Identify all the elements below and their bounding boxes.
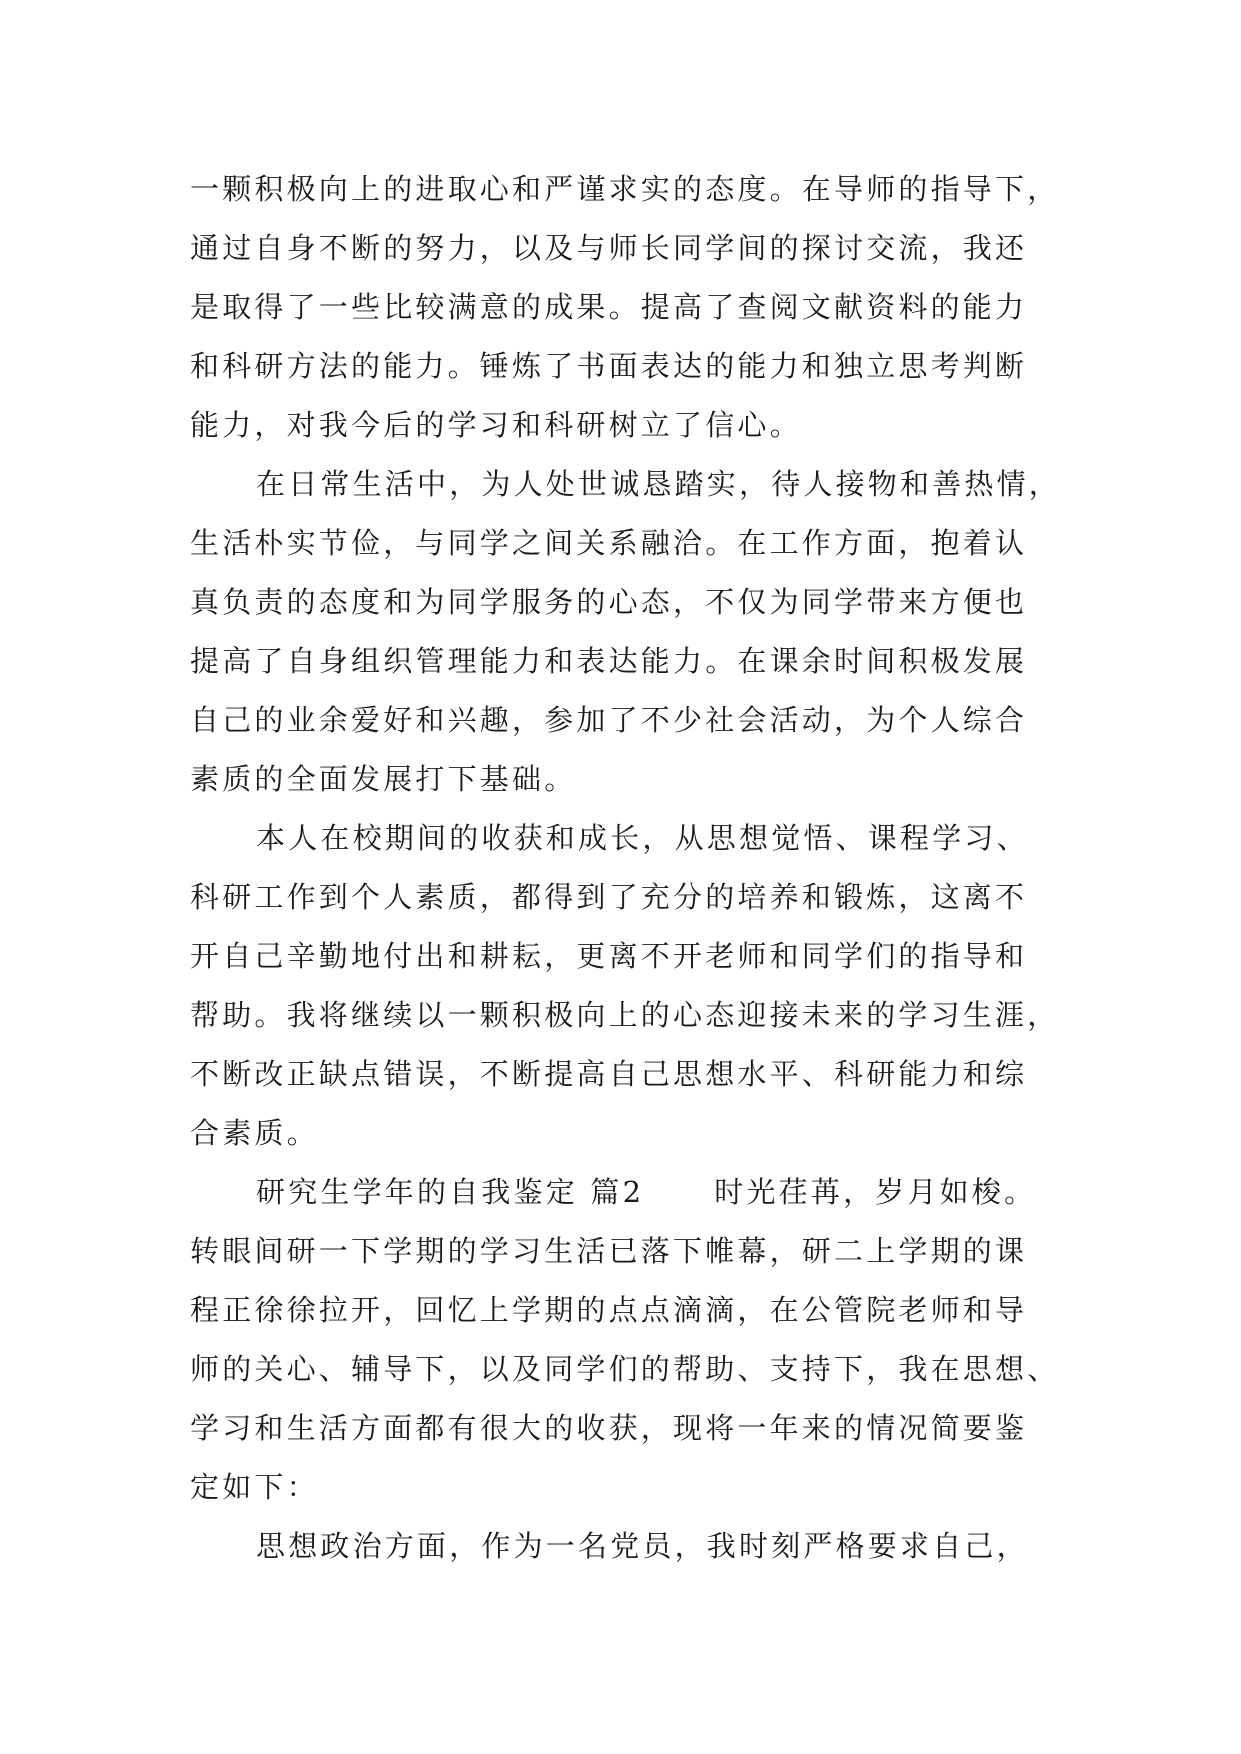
text-line: 和科研方法的能力。锤炼了书面表达的能力和独立思考判断 [190,349,1028,383]
text-line: 开自己辛勤地付出和耕耘，更离不开老师和同学们的指导和 [190,939,1028,973]
text-line: 不断改正缺点错误，不断提高自己思想水平、科研能力和综 [190,1057,1028,1091]
text-line: 学习和生活方面都有很大的收获，现将一年来的情况简要鉴 [190,1411,1028,1445]
text-line: 转眼间研一下学期的学习生活已落下帷幕，研二上学期的课 [190,1234,1028,1268]
document-body [190,160,1070,1576]
text-line: 师的关心、辅导下，以及同学们的帮助、支持下，我在思想、 [190,1352,1060,1386]
paragraph-start-line: 思想政治方面，作为一名党员，我时刻严格要求自己， [256,1529,1029,1563]
text-line: 是取得了一些比较满意的成果。提高了查阅文献资料的能力 [190,290,1028,324]
text-line: 一颗积极向上的进取心和严谨求实的态度。在导师的指导下， [190,172,1060,206]
text-line: 定如下： [190,1470,319,1504]
paragraph-start-line: 本人在校期间的收获和成长，从思想觉悟、课程学习、 [256,821,1029,855]
text-line: 生活朴实节俭，与同学之间关系融洽。在工作方面，抱着认 [190,526,1028,560]
text-line: 科研工作到个人素质，都得到了充分的培养和锻炼，这离不 [190,880,1028,914]
section-heading: 研究生学年的自我鉴定 篇2 [256,1175,645,1209]
text-line: 提高了自身组织管理能力和表达能力。在课余时间积极发展 [190,644,1028,678]
text-line: 通过自身不断的努力，以及与师长同学间的探讨交流，我还 [190,231,1028,265]
section-heading-line [190,1163,1070,1222]
section-opening-text: 时光荏苒，岁月如梭。 [714,1175,1037,1209]
text-line: 能力，对我今后的学习和科研树立了信心。 [190,408,802,442]
text-line: 程正徐徐拉开，回忆上学期的点点滴滴，在公管院老师和导 [190,1293,1028,1327]
text-line: 真负责的态度和为同学服务的心态，不仅为同学带来方便也 [190,585,1028,619]
paragraph-start-line: 在日常生活中，为人处世诚恳踏实，待人接物和善热情， [256,467,1062,501]
text-line: 合素质。 [190,1116,319,1150]
text-line: 自己的业余爱好和兴趣，参加了不少社会活动，为个人综合 [190,703,1028,737]
text-line: 帮助。我将继续以一颗积极向上的心态迎接未来的学习生涯， [190,998,1060,1032]
text-line: 素质的全面发展打下基础。 [190,762,577,796]
